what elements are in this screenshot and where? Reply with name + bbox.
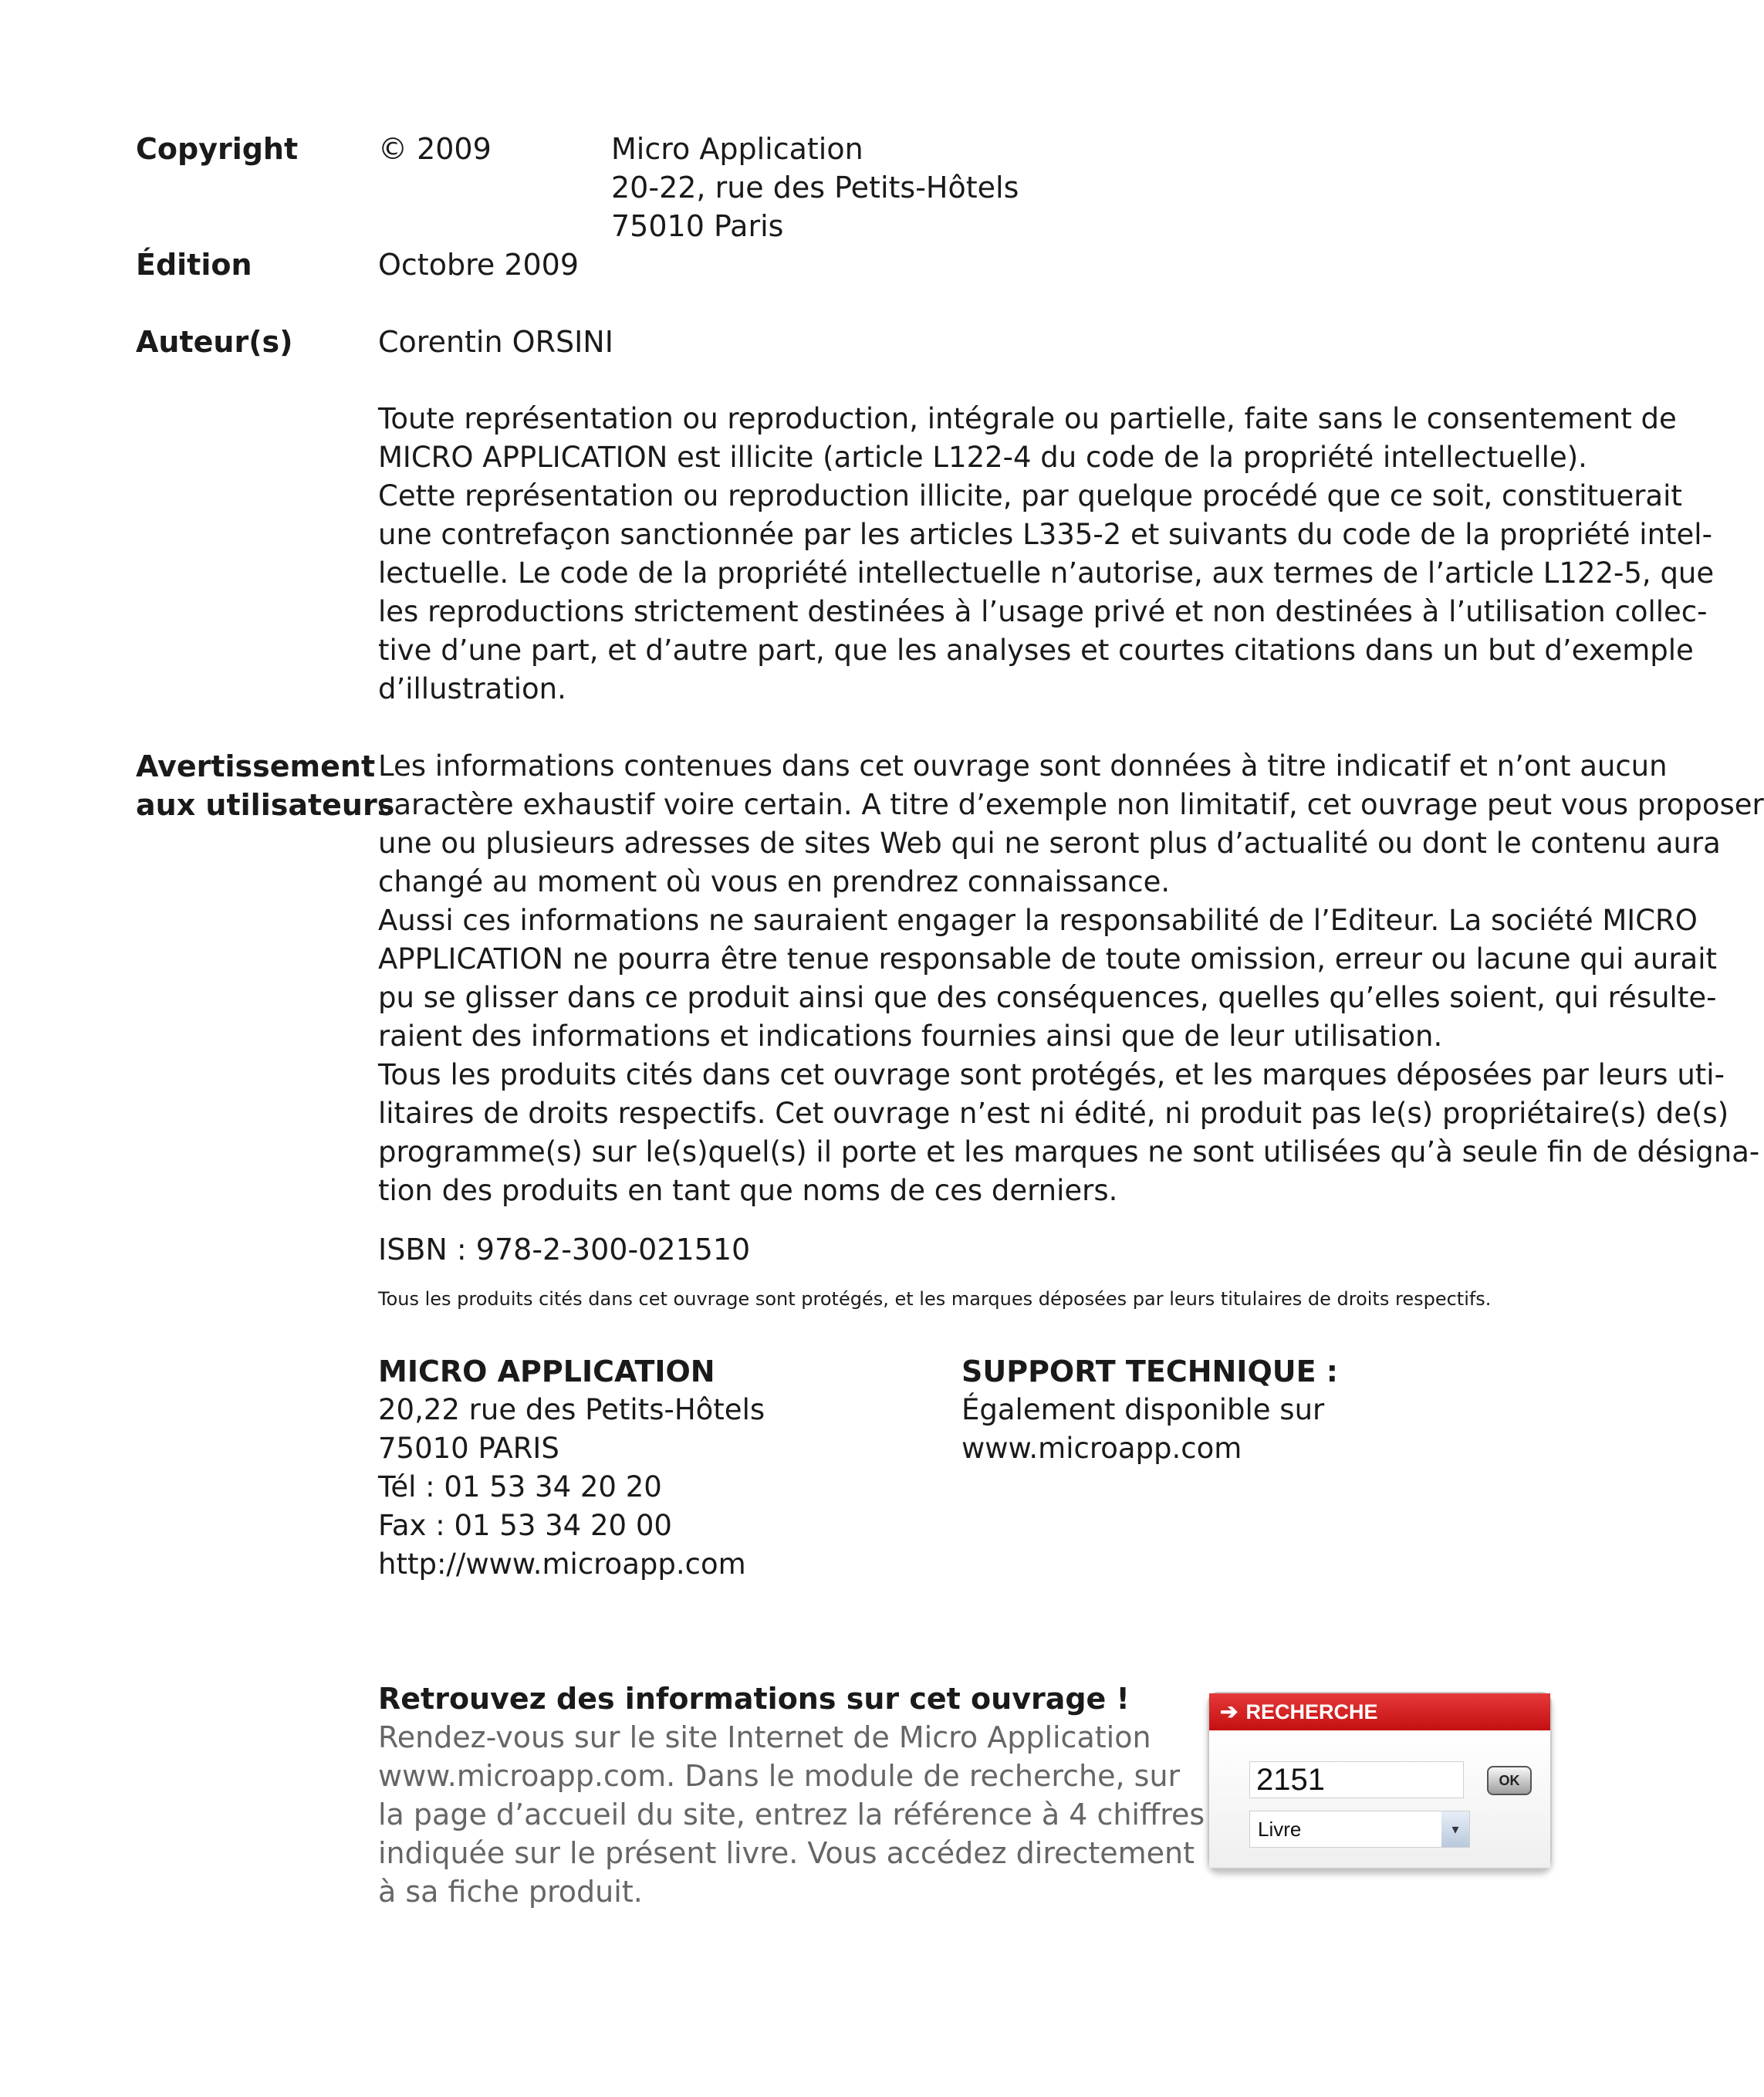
warning-line: Aussi ces informations ne sauraient engager la responsabilité de l’Editeur. La société MICRO [378,904,1698,937]
promo-line: www.microapp.com. Dans le module de recherche, sur [378,1759,1181,1793]
edition-label: Édition [136,248,252,282]
copyright-label: Copyright [136,132,299,166]
warning-line: Les informations contenues dans cet ouvrage sont données à titre indicatif et n’ont aucun [378,749,1668,783]
warning-line: une ou plusieurs adresses de sites Web qui ne seront plus d’actualité ou dont le contenu aura [378,827,1721,860]
search-widget-title: RECHERCHE [1245,1700,1378,1723]
legal-line: d’illustration. [378,672,566,705]
legal-line: Toute représentation ou reproduction, intégrale ou partielle, faite sans le consentement de [378,402,1677,435]
promo-line: indiquée sur le présent livre. Vous accédez directement [378,1836,1195,1870]
warning-line: pu se glisser dans ce produit ainsi que des conséquences, quelles qu’elles soient, qui résulte- [378,981,1717,1014]
warning-label-line: aux utilisateurs [136,788,395,822]
ok-button[interactable]: OK [1487,1766,1532,1795]
type-select-value: Livre [1258,1818,1302,1841]
type-select[interactable] [1249,1811,1470,1848]
copyright-year: © 2009 [378,132,492,166]
warning-line: programme(s) sur le(s)quel(s) il porte et les marques ne sont utilisées qu’à seule fin de désigna- [378,1135,1760,1169]
contact-website: http://www.microapp.com [378,1547,746,1581]
promo-line: à sa fiche produit. [378,1875,643,1909]
legal-line: lectuelle. Le code de la propriété intellectuelle n’autorise, aux termes de l’article L122-5, que [378,556,1715,590]
legal-line: Cette représentation ou reproduction illicite, par quelque procédé que ce soit, constituerait [378,479,1682,512]
legal-paragraph [378,400,1715,709]
search-widget-body [1209,1730,1550,1868]
promo-block [378,1679,1205,1911]
authors-label: Auteur(s) [136,325,293,359]
contact-fax: Fax : 01 53 34 20 00 [378,1509,672,1542]
warning-line: tion des produits en tant que noms de ces derniers. [378,1174,1118,1207]
contact-address: 20,22 rue des Petits-Hôtels [378,1393,765,1426]
contact-block [378,1352,765,1584]
support-block [961,1352,1338,1468]
legal-line: MICRO APPLICATION est illicite (article L122-4 du code de la propriété intellectuelle). [378,441,1587,474]
warning-line: Tous les produits cités dans cet ouvrage sont protégés, et les marques déposées par leurs uti- [378,1058,1725,1091]
contact-city: 75010 PARIS [378,1432,559,1465]
trademark-notice: Tous les produits cités dans cet ouvrage sont protégés, et les marques déposées par leurs titulaires de droits respectifs. [378,1288,1492,1310]
search-widget [1208,1692,1552,1869]
legal-line: tive d’une part, et d’autre part, que les analyses et courtes citations dans un but d’exemple [378,634,1694,667]
publisher-city: 75010 Paris [611,209,784,243]
publisher-street: 20-22, rue des Petits-Hôtels [611,171,1019,205]
warning-line: APPLICATION ne pourra être tenue responsable de toute omission, erreur ou lacune qui aurait [378,942,1718,976]
support-website: www.microapp.com [961,1432,1242,1465]
contact-title: MICRO APPLICATION [378,1355,715,1388]
promo-line: la page d’accueil du site, entrez la référence à 4 chiffres [378,1798,1205,1831]
edition-value: Octobre 2009 [378,248,580,282]
arrow-right-icon: ➔ [1220,1700,1239,1723]
publisher-name: Micro Application [611,132,863,166]
promo-line: Rendez-vous sur le site Internet de Micro Application [378,1720,1151,1754]
publisher-address [611,130,1019,245]
warning-line: changé au moment où vous en prendrez connaissance. [378,865,1171,898]
authors-value: Corentin ORSINI [378,325,613,359]
support-line: Également disponible sur [961,1393,1325,1426]
warning-line: caractère exhaustif voire certain. A titre d’exemple non limitatif, cet ouvrage peut vous proposer [378,788,1764,821]
reference-input[interactable]: 2151 [1249,1761,1464,1798]
contact-phone: Tél : 01 53 34 20 20 [378,1470,662,1503]
isbn: ISBN : 978-2-300-021510 [378,1233,751,1267]
support-title: SUPPORT TECHNIQUE : [961,1355,1338,1388]
search-widget-header [1209,1693,1550,1730]
chevron-down-icon[interactable]: ▾ [1441,1811,1469,1847]
promo-title: Retrouvez des informations sur cet ouvrage ! [378,1682,1130,1716]
warning-line: litaires de droits respectifs. Cet ouvrage n’est ni édité, ni produit pas le(s) propriétaire(s) de(s) [378,1097,1729,1130]
legal-line: une contrefaçon sanctionnée par les articles L335-2 et suivants du code de la propriété intel- [378,518,1712,551]
warning-label [136,747,394,824]
warning-paragraph [378,747,1764,1210]
warning-label-line: Avertissement [136,749,376,783]
legal-line: les reproductions strictement destinées à l’usage privé et non destinées à l’utilisation collec- [378,595,1708,628]
warning-line: raient des informations et indications fournies ainsi que de leur utilisation. [378,1020,1443,1053]
